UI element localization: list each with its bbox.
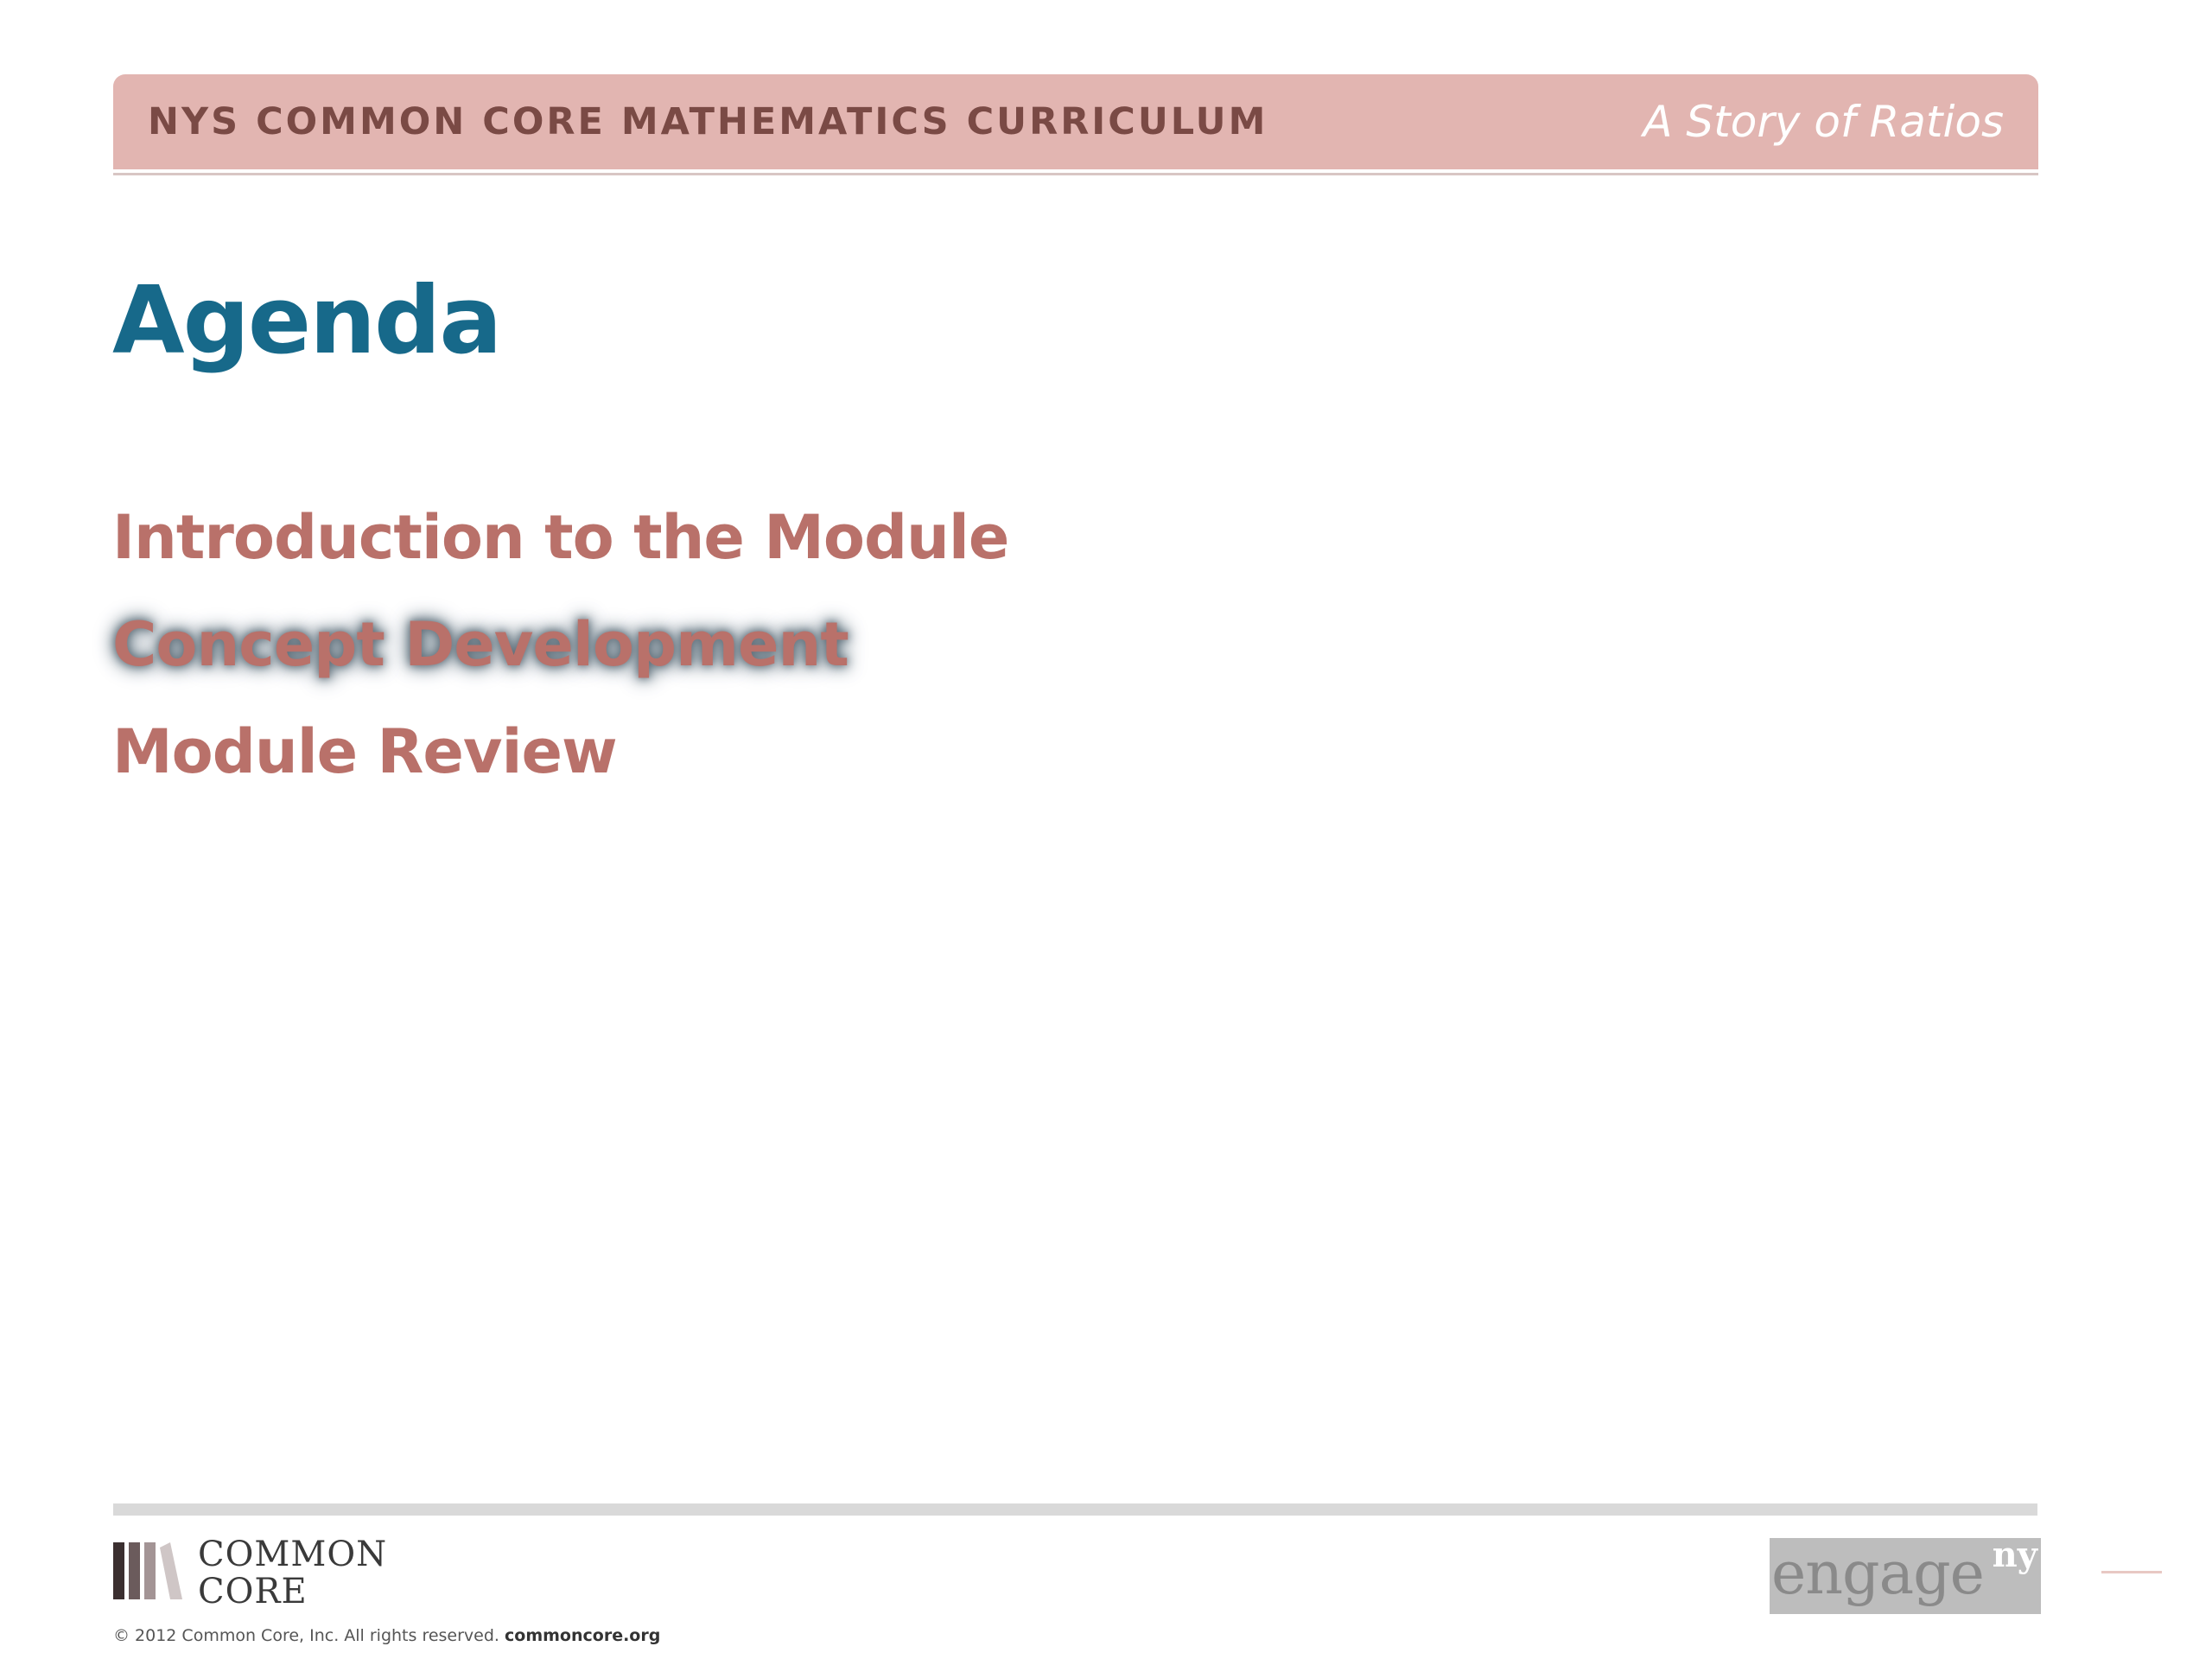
curriculum-subtitle: A Story of Ratios [1643,97,2004,147]
wordmark-line-1: COMMON [198,1535,388,1574]
copyright-notice [113,1626,660,1645]
header-divider [113,173,2038,175]
engage-wordmark: engage [1771,1540,1984,1608]
agenda-item-module-review: Module Review [112,716,617,787]
agenda-item-introduction: Introduction to the Module [112,502,1009,573]
engageny-logo [1770,1538,2041,1614]
page-title: Agenda [112,267,501,375]
common-core-logo-icon [113,1541,182,1601]
engage-superscript: ny [1992,1538,2037,1575]
curriculum-title: NYS COMMON CORE MATHEMATICS CURRICULUM [148,100,1268,143]
site-link[interactable]: commoncore.org [505,1626,661,1645]
copyright-text: © 2012 Common Core, Inc. All rights reserved. [113,1626,499,1645]
header-banner [113,74,2038,169]
agenda-list [112,484,1008,805]
agenda-item-concept-development: Concept Development [112,609,849,680]
common-core-wordmark [198,1536,387,1611]
footer-divider [113,1503,2037,1516]
decorative-dash [2101,1571,2162,1573]
wordmark-line-2: CORE [198,1572,308,1611]
